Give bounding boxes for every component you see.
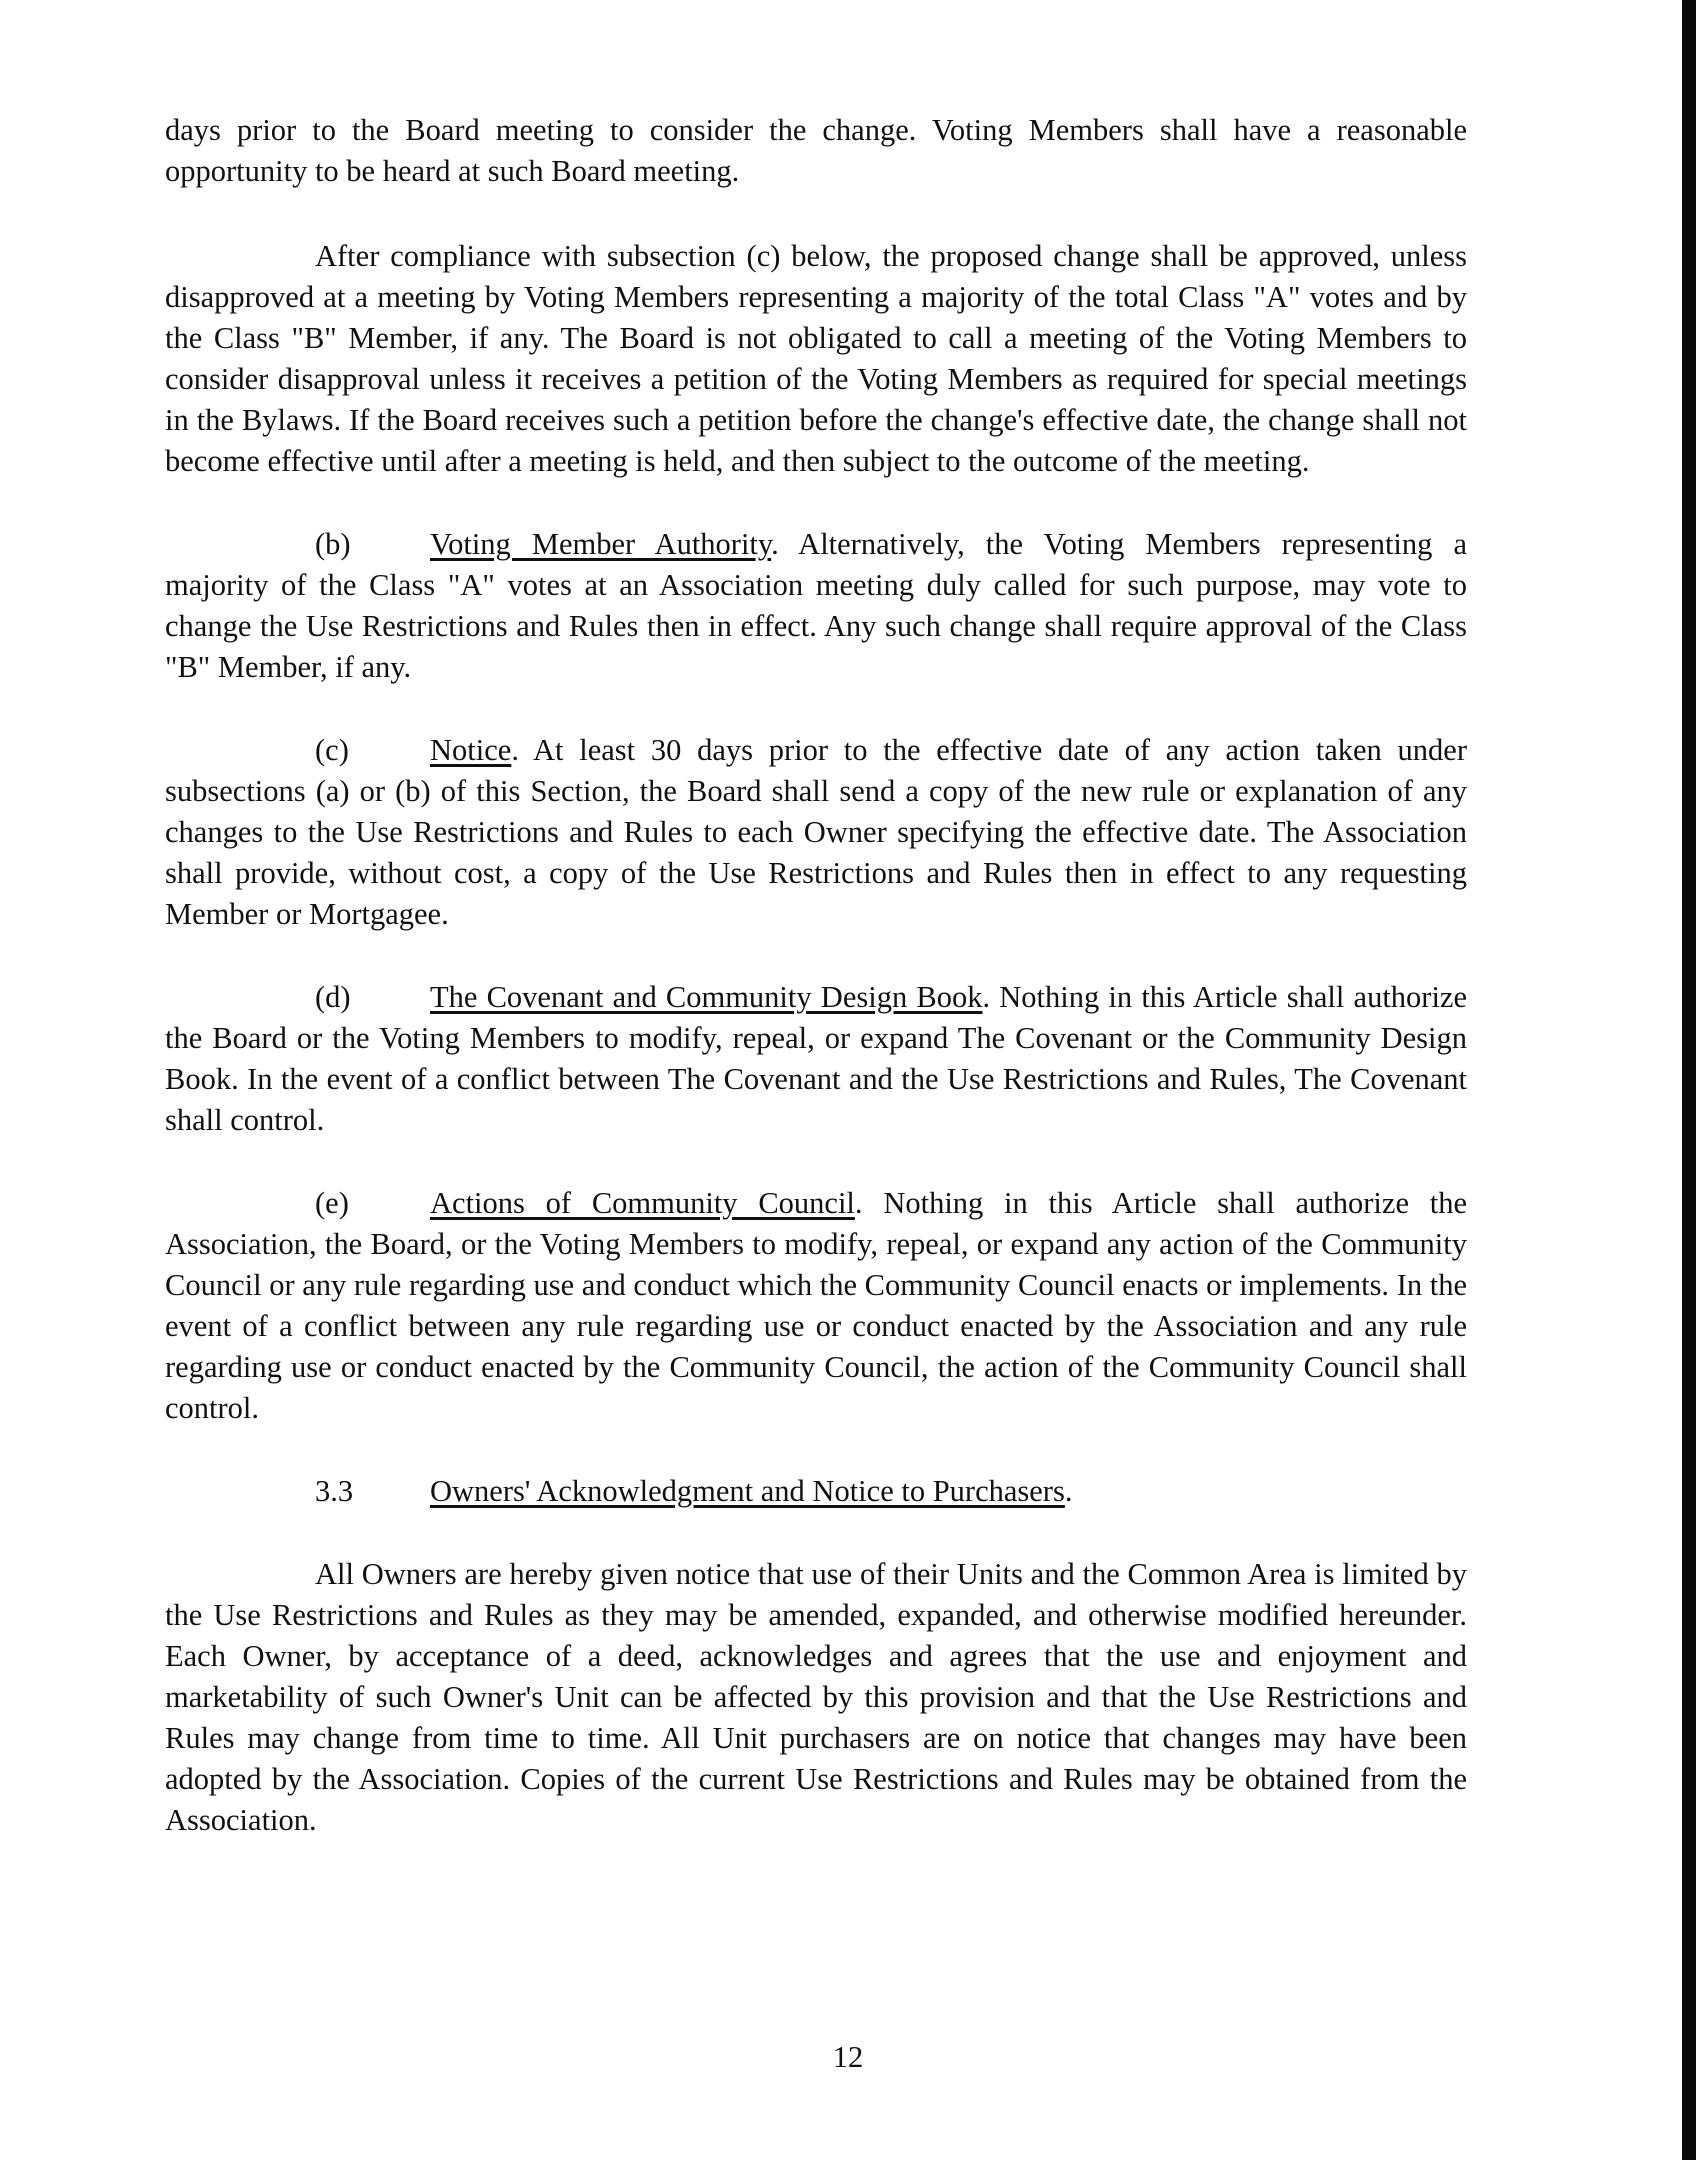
subsection-e-label: (e) xyxy=(315,1186,349,1220)
subsection-c: (c) Notice. At least 30 days prior to the effective date of any action taken under subsections (a) or (b) of this Section, the Board shall send a copy of the new rule or explanation of any changes to the Use Restrictions and Rules to each Owner specifying the effective date. The Association shall provide, without cost, a copy of the Use Restrictions and Rules then in effect to any requesting Member or Mortgagee. xyxy=(165,730,1467,935)
subsection-e: (e) Actions of Community Council. Nothing in this Article shall authorize the Association, the Board, or the Voting Members to modify, repeal, or expand any action of the Community Council or any rule regarding use and conduct which the Community Council enacts or implements. In the event of a conflict between any rule regarding use or conduct enacted by the Association and any rule regarding use or conduct enacted by the Community Council, the action of the Community Council shall control. xyxy=(165,1183,1467,1429)
section-3-3-paragraph: All Owners are hereby given notice that use of their Units and the Common Area is limited by the Use Restrictions and Rules as they may be amended, expanded, and otherwise modified hereunder. Each Owner, by acceptance of a deed, acknowledges and agrees that the use and enjoyment and marketability of such Owner's Unit can be affected by this provision and that the Use Restrictions and Rules may change from time to time. All Unit purchasers are on notice that changes may have been adopted by the Association. Copies of the current Use Restrictions and Rules may be obtained from the Association. xyxy=(165,1557,1467,1837)
section-3-3-heading: 3.3 Owners' Acknowledgment and Notice to Purchasers. xyxy=(165,1471,1467,1512)
subsection-b-title: Voting Member Authority xyxy=(430,527,772,561)
subsection-d-label: (d) xyxy=(315,980,351,1014)
subsection-d-text: Nothing in this Article shall authorize the Board or the Voting Members to modify, repeal, or expand The Covenant or the Community Design Book. In the event of a conflict between The Covenant and the Use Restrictions and Rules, The Covenant shall control. xyxy=(165,980,1467,1137)
section-number: 3.3 xyxy=(315,1474,354,1508)
subsection-c-title: Notice xyxy=(430,733,512,767)
approval-paragraph: After compliance with subsection (c) below, the proposed change shall be approved, unless disapproved at a meeting by Voting Members representing a majority of the total Class "A" votes and by the Class "B" Member, if any. The Board is not obligated to call a meeting of the Voting Members to consider disapproval unless it receives a petition of the Voting Members as required for special meetings in the Bylaws. If the Board receives such a petition before the change's effective date, the change shall not become effective until after a meeting is held, and then subject to the outcome of the meeting. xyxy=(165,239,1467,478)
continued-paragraph: days prior to the Board meeting to consider the change. Voting Members shall have a reasonable opportunity to be heard at such Board meeting. xyxy=(165,113,1467,188)
subsection-e-title: Actions of Community Council xyxy=(430,1186,855,1220)
page-number: 12 xyxy=(832,2040,864,2074)
document-page xyxy=(165,110,1467,1841)
subsection-c-label: (c) xyxy=(315,733,349,767)
subsection-c-text: At least 30 days prior to the effective date of any action taken under subsections (a) or (b) of this Section, the Board shall send a copy of the new rule or explanation of any changes to the Use Restrictions and Rules to each Owner specifying the effective date. The Association shall provide, without cost, a copy of the Use Restrictions and Rules then in effect to any requesting Member or Mortgagee. xyxy=(165,733,1467,931)
subsection-d-title: The Covenant and Community Design Book xyxy=(430,980,983,1014)
subsection-d: (d) The Covenant and Community Design Book. Nothing in this Article shall authorize the Board or the Voting Members to modify, repeal, or expand The Covenant or the Community Design Book. In the event of a conflict between The Covenant and the Use Restrictions and Rules, The Covenant shall control. xyxy=(165,977,1467,1141)
section-title: Owners' Acknowledgment and Notice to Purchasers xyxy=(430,1474,1065,1508)
scan-edge-bar xyxy=(1682,0,1696,2160)
subsection-b: (b) Voting Member Authority. Alternatively, the Voting Members representing a majority of the Class "A" votes at an Association meeting duly called for such purpose, may vote to change the Use Restrictions and Rules then in effect. Any such change shall require approval of the Class "B" Member, if any. xyxy=(165,524,1467,688)
subsection-b-text: Alternatively, the Voting Members representing a majority of the Class "A" votes at an Association meeting duly called for such purpose, may vote to change the Use Restrictions and Rules then in effect. Any such change shall require approval of the Class "B" Member, if any. xyxy=(165,527,1467,684)
subsection-b-label: (b) xyxy=(315,527,351,561)
subsection-e-text: Nothing in this Article shall authorize the Association, the Board, or the Voting Members to modify, repeal, or expand any action of the Community Council or any rule regarding use and conduct which the Community Council enacts or implements. In the event of a conflict between any rule regarding use or conduct enacted by the Association and any rule regarding use or conduct enacted by the Community Council, the action of the Community Council shall control. xyxy=(165,1186,1468,1425)
